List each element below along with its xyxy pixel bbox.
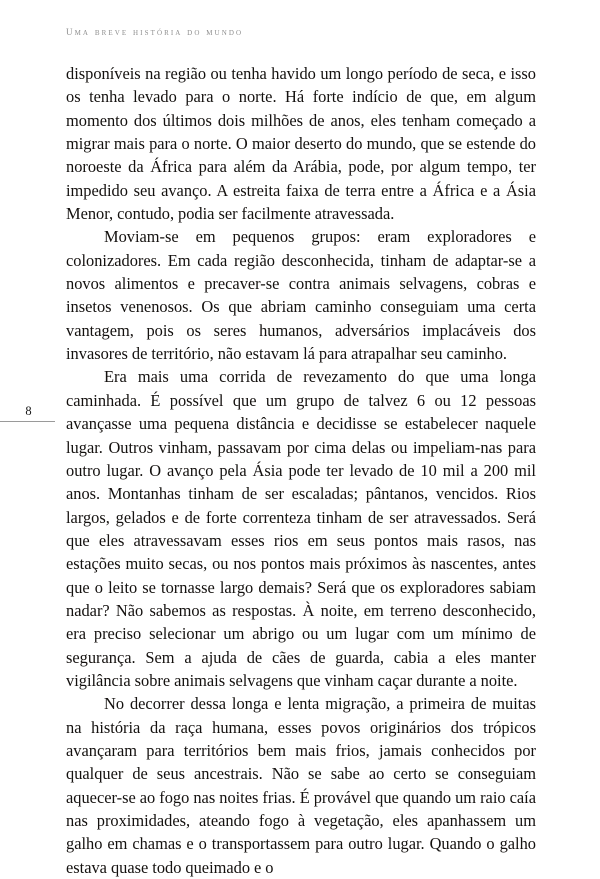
paragraph: disponíveis na região ou tenha havido um longo período de seca, e isso os tenha levado para o norte. Há forte indício de que, em algum momento dos últimos dois milhões de anos, eles tenham começado a migrar mais para o norte. O maior deserto do mundo, que se estende do noroeste da África para além da Arábia, pode, por algum tempo, ter impedido seu avanço. A estreita faixa de terra entre a África e a Ásia Menor, contudo, podia ser facilmente atravessada. [66,64,536,224]
folio-rule [0,421,55,422]
paragraph: No decorrer dessa longa e lenta migração, a primeira de muitas na história da raça humana, esses povos originários dos trópicos avançaram para territórios bem mais frios, jamais conhecidos por qualquer de seus ancestrais. Não se sabe ao certo se conseguiam aquecer-se ao fogo nas noites frias. É provável que quando um raio caía nas proximidades, ateando fogo à vegetação, eles apanhassem um galho em chamas e o transportassem para outro lugar. Quando o galho estava quase todo queimado e o [66,694,536,877]
paragraph: Era mais uma corrida de revezamento do que uma longa caminhada. É possível que um grupo de talvez 6 ou 12 pessoas avançasse uma pequena distância e decidisse se estabelecer naquele lugar. Outros vinham, passavam por cima delas ou impeliam-nas para outro lugar. O avanço pela Ásia pode ter levado de 10 mil a 200 mil anos. Montanhas tinham de ser escaladas; pântanos, vencidos. Rios largos, gelados e de forte correnteza tinham de ser atravessados. Será que eles atravessavam esses rios em seus pontos mais rasos, nas estações muito secas, ou nos pontos mais próximos às nascentes, antes que o leito se tornasse largo demais? Será que os exploradores sabiam nadar? Não sabemos as respostas. À noite, em terreno desconhecido, era preciso selecionar um abrigo ou um lugar com um mínimo de segurança. Sem a ajuda de cães de guarda, cabia a eles manter vigilância sobre animais selvagens que vinham caçar durante a noite. [66,367,536,690]
page-number: 8 [25,404,32,418]
running-head: uma breve história do mundo [66,24,244,38]
paragraph: Moviam-se em pequenos grupos: eram exploradores e colonizadores. Em cada região desconhecida, tinham de adaptar-se a novos alimentos e precaver-se contra animais selvagens, cobras e insetos venenosos. Os que abriam caminho conseguiam uma certa vantagem, pois os seres humanos, adversários implacáveis dos invasores de território, não estavam lá para atrapalhar seu caminho. [66,227,536,364]
folio-block [0,404,57,432]
body-text-block [66,62,536,879]
